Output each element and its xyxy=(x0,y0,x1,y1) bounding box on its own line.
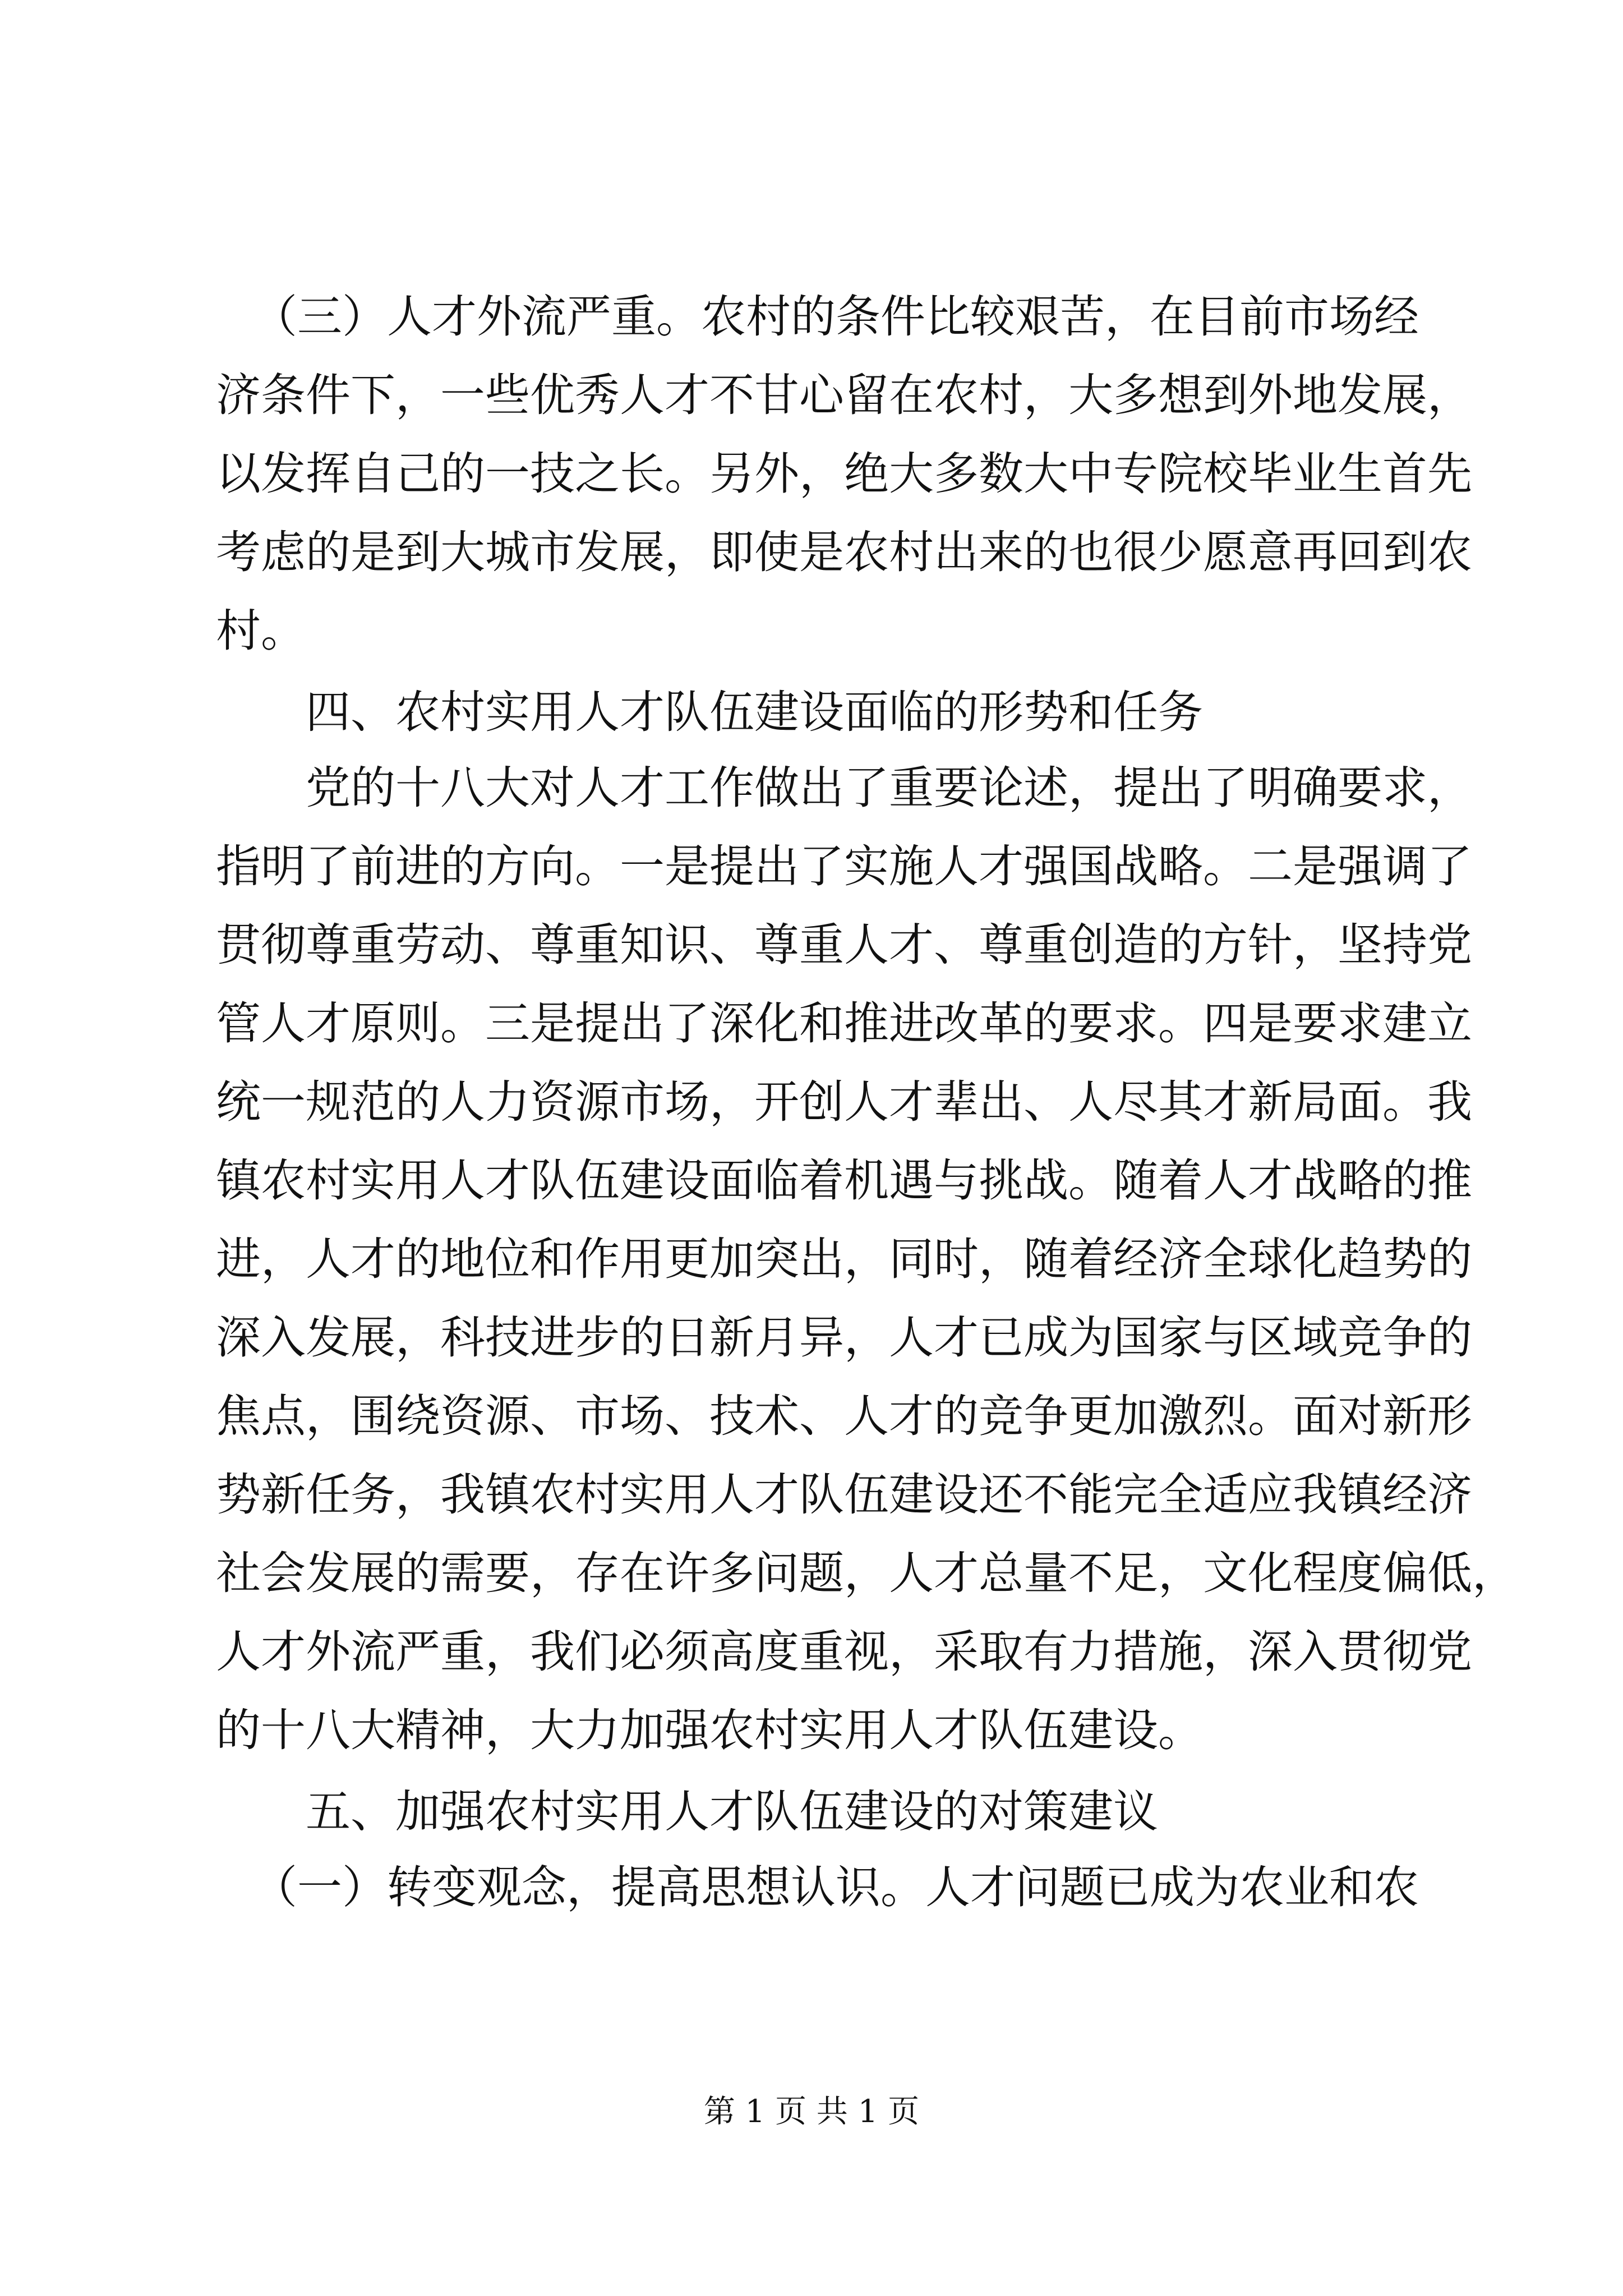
paragraph-line: 人才外流严重，我们必须高度重视，采取有力措施，深入贯彻党 xyxy=(216,1626,1472,1678)
section-heading: 四、农村实用人才队伍建设面临的形势和任务 xyxy=(306,686,1203,738)
paragraph-line: 党的十八大对人才工作做出了重要论述，提出了明确要求， xyxy=(306,762,1472,814)
paragraph-line: （一）转变观念，提高思想认识。人才问题已成为农业和农 xyxy=(252,1861,1419,1913)
paragraph-line: 社会发展的需要，存在许多问题，人才总量不足，文化程度偏低， xyxy=(216,1547,1517,1599)
paragraph-line: 贯彻尊重劳动、尊重知识、尊重人才、尊重创造的方针，坚持党 xyxy=(216,919,1472,971)
paragraph-line: 考虑的是到大城市发展，即使是农村出来的也很少愿意再回到农 xyxy=(216,526,1472,578)
paragraph-line: 指明了前进的方向。一是提出了实施人才强国战略。二是强调了 xyxy=(216,840,1472,892)
paragraph-line: 管人才原则。三是提出了深化和推进改革的要求。四是要求建立 xyxy=(216,997,1472,1050)
paragraph-line: 势新任务，我镇农村实用人才队伍建设还不能完全适应我镇经济 xyxy=(216,1469,1472,1521)
paragraph-line: 镇农村实用人才队伍建设面临着机遇与挑战。随着人才战略的推 xyxy=(216,1154,1472,1207)
paragraph-line: 进，人才的地位和作用更加突出，同时，随着经济全球化趋势的 xyxy=(216,1233,1472,1285)
paragraph-line: （三）人才外流严重。农村的条件比较艰苦，在目前市场经 xyxy=(252,291,1419,343)
paragraph-line: 统一规范的人力资源市场，开创人才辈出、人尽其才新局面。我 xyxy=(216,1076,1472,1128)
paragraph-line: 济条件下，一些优秀人才不甘心留在农村，大多想到外地发展， xyxy=(216,369,1472,421)
paragraph-line: 村。 xyxy=(216,605,306,657)
page-footer: 第 1 页 共 1 页 xyxy=(703,2093,920,2130)
paragraph-line: 焦点，围绕资源、市场、技术、人才的竞争更加激烈。面对新形 xyxy=(216,1390,1472,1442)
paragraph-line: 的十八大精神，大力加强农村实用人才队伍建设。 xyxy=(216,1704,1203,1756)
section-heading: 五、加强农村实用人才队伍建设的对策建议 xyxy=(306,1786,1158,1838)
paragraph-line: 以发挥自己的一技之长。另外，绝大多数大中专院校毕业生首先 xyxy=(216,448,1472,500)
paragraph-line: 深入发展，科技进步的日新月异，人才已成为国家与区域竞争的 xyxy=(216,1312,1472,1364)
